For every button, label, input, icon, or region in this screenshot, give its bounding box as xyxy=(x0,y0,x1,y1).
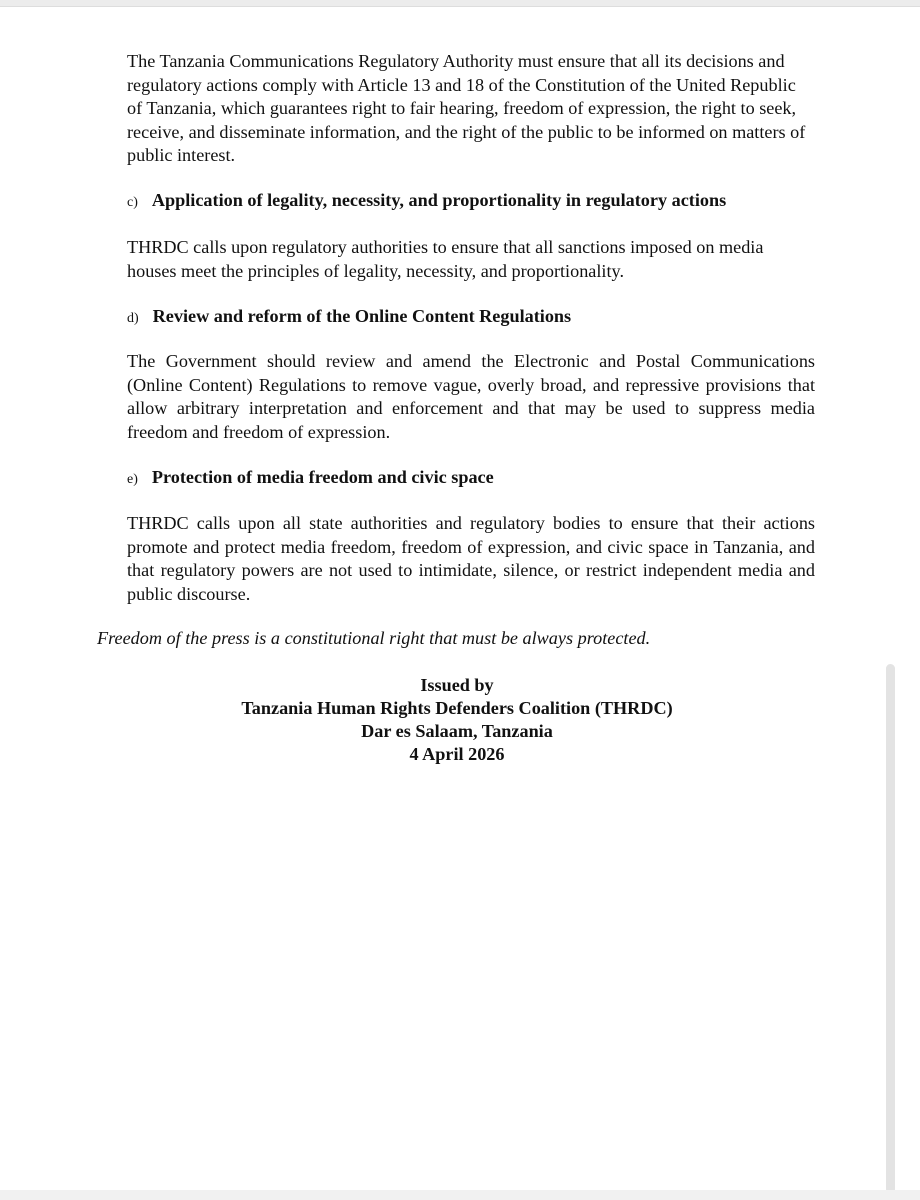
section-heading-d xyxy=(127,304,571,331)
closing-statement: Freedom of the press is a constitutional right that must be always protected. xyxy=(97,628,651,648)
issuing-organization: Tanzania Human Rights Defenders Coalition (THRDC) xyxy=(241,698,673,718)
vertical-scrollbar[interactable] xyxy=(886,664,895,1194)
section-marker: c) xyxy=(127,195,138,210)
section-body-c: THRDC calls upon regulatory authorities to ensure that all sanctions imposed on media houses meet the principles of legality, necessity, and proportionality. xyxy=(127,237,764,281)
section-heading-e xyxy=(127,465,494,492)
viewer-bottom-edge xyxy=(0,1190,920,1200)
signature-block xyxy=(0,674,914,766)
intro-paragraph: The Tanzania Communications Regulatory Authority must ensure that all its decisions and regulatory actions comply with Article 13 and 18 of the Constitution of the United Republic of Tanzania, which guarantees right to fair hearing, freedom of expression, the right to seek, receive, and disseminate information, and the right of the public to be informed on matters of public interest. xyxy=(127,51,806,166)
issued-by-label: Issued by xyxy=(420,675,494,695)
section-marker: d) xyxy=(127,311,139,326)
section-heading-c xyxy=(127,188,726,215)
issue-date: 4 April 2026 xyxy=(409,744,505,764)
section-title: Protection of media freedom and civic space xyxy=(151,467,494,487)
section-title: Application of legality, necessity, and proportionality in regulatory actions xyxy=(151,190,727,210)
section-body-d: The Government should review and amend the Electronic and Postal Communications (Online Content) Regulations to remove vague, overly broad, and repressive provisions that allow arbitrary interpretation and enforcement and that may be used to suppress media freedom and freedom of expression. xyxy=(127,351,815,442)
issue-location: Dar es Salaam, Tanzania xyxy=(361,721,553,741)
section-marker: e) xyxy=(127,472,138,487)
section-title: Review and reform of the Online Content Regulations xyxy=(152,306,572,326)
section-body-e: THRDC calls upon all state authorities and regulatory bodies to ensure that their actions promote and protect media freedom, freedom of expression, and civic space in Tanzania, and that regulatory powers are not used to intimidate, silence, or restrict independent media and public discourse. xyxy=(127,513,815,604)
